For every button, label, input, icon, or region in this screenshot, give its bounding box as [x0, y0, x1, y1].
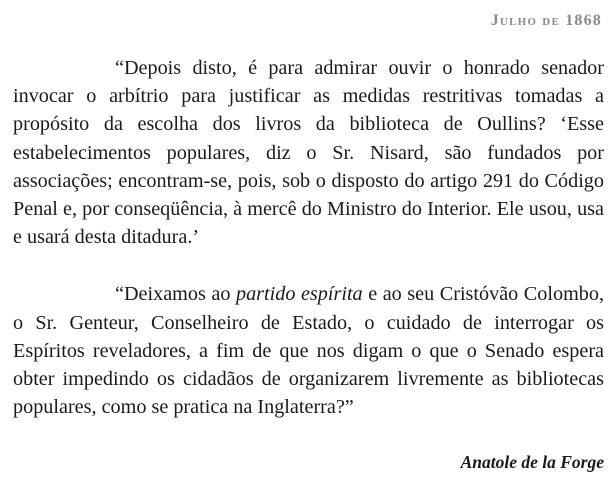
- quote-paragraph-1: “Depois disto, é para admirar ouvir o honrado senador invocar o arbítrio para justificar as medidas restritivas tomadas a propósito da escolha dos livros da biblioteca de Oullins? ‘Esse estabelecimentos populares, diz o Sr. Nisard, são fundados por associações; encontram-se, pois, sob o disposto do artigo 291 do Código Penal e, por conseqüência, à mercê do Ministro do Interior. Ele usou, usa e usará desta ditadura.’: [13, 57, 604, 249]
- emphasis-partido-espirita: partido espírita: [235, 283, 363, 306]
- quote-paragraph-2-start: “Deixamos ao: [115, 283, 236, 306]
- author-signature: Anatole de la Forge: [460, 452, 604, 472]
- quotation-body: [13, 54, 604, 421]
- running-header: Julho de 1868: [490, 12, 602, 29]
- quote-paragraph-2: [13, 280, 604, 421]
- quote-paragraph-2-end: e ao seu Cristóvão Colombo, o Sr. Genteur, Conselheiro de Estado, o cuidado de interrogar os Espíritos reveladores, a fim de que nos digam o que o Senado espera obter impedindo os cidadãos de organizarem livremente as bibliotecas populares, como se pratica na Inglaterra?”: [13, 283, 605, 419]
